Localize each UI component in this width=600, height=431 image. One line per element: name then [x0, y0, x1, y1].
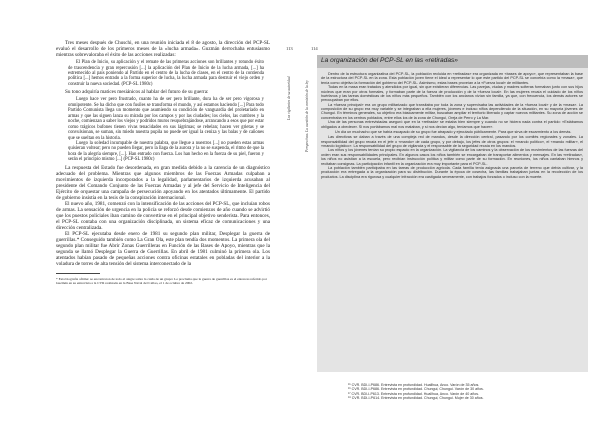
sidebar-box-title: La organización del PCP-SL en las «retiradas» [321, 57, 458, 64]
right-page [300, 0, 600, 431]
quote-paragraph: Luego hace ver pero frustrado, cuanto ha de ser pero brillante, dura ha de ser pero vigorosa y omnipotente. Se ha dicho que con fusiles se transforma el mundo, y así estamos haciendo [...] Para todo Partido Comunista llega un momento que asumiendo su condición de vanguardia del proletariado en armas y que las siguen lanza su mirada por los campos y por las ciudades; los cielos, las cumbres y la noche, comienzan a saber los viejos y podridos muros resquebrajándose, arrancando a esos que por estar como trágicos bufones tienen vivas tenacidades en sus lágrimas; se rebelan; hacen ver grietas y se convulsionan, se suman, sin miedo nuestra pupila no puede ser igual la ceniza y las balas y de cañones que se sueltan en la historia. [68, 97, 264, 141]
block-quote [68, 97, 264, 162]
running-head-right: Perspectivas. La cuestión de la comisión de la ley [305, 80, 309, 152]
box-paragraph: Todas en la masa eran tratados y atendidos por igual, sin que existieran diferencias. Las parejas, viudas y madres solteras formaban junto con sus hijos núcleos que eran por otros formales, y formaban parte de la fuerza de producción y de la «fuerza local». En las mujeres recaía el cuidado de los niños huérfanos y las tareas domésticas de los niños más pequeños. También con los ancianos vivían sin familia, ya que, con frecuencia, los demás actores se preocupaban por ellos. [321, 85, 583, 103]
paragraph: La respuesta del Estado fue desordenada, en gran medida debido a la carencia de un diagnóstico adecuado del problema. Mientras que algunos miembros de las Fuerzas Armadas culpaban a movimientos de izquierda incorporados a la legalidad, parlamentarios de izquierda acusaban al presidente del Comando Conjunto de las Fuerzas Armadas y al jefe del Servicio de Inteligencia del Ejército de orquestar una campaña de persecución apoyando en los atentados últimamente. El partido de gobierno insistía en la tesis de la conspiración internacional. [56, 164, 270, 201]
quote-paragraph: Luego la soledad incumpable de nuestra palabra, que llegue a nuestros [...] no pueden estas armas quisieran voltear; pero no pueden llegar, pero la llaga de la aurora y la no se suspenda, el ritmo de que la hora de la alegría siempre, [...]. Han entrado con fuerza. Los han hecho en la fuerza de su piel, fueron y serán el principio mismo [...] (PCP-SL 1980c) [68, 140, 264, 163]
paragraph: Tres meses después de Chuschi, en una reunión iniciada el 8 de agosto, la dirección del PCP-SL evaluó el desarrollo de los primeros meses de la «lucha armada». Guzmán derrochaba entusiasmo mientras sobrevaloraba el éxito de las acciones realizadas: [56, 40, 270, 59]
box-paragraph: Dentro de la estructura organizativa del PCP-SL, la población recluida en «retiradas» era organizada en «bases de apoyo», que representaban la base de la estructura del PCP-SL en la zona. Esta población joven tiene el ideal a representar lo que este partido del PCP-SL se concebía como la «masa», que tenía como objetivo la formación del gobierno del PCP-SL. Asimismo, estas bases proveían a la «Fuerza local» de militantes. [321, 72, 583, 85]
footnote-text: * Esta biografía afirma: se encontraron de todo el alegre sobre la caída de un grupo: Le proclama que la guerra de guerrillas es el entonces referido por Guzmán en su entrevista a la CVR realizada en la Base Naval del Callao, el 1 de octubre de 2002. [56, 277, 267, 286]
sidebar-box [317, 55, 588, 372]
box-paragraph: Los niños y los jóvenes tenían su propio espacio en la organización. La vigilancia de los caminos y la observación de los movimientos de las fuerzas del orden eran sus responsabilidades principales. En algunos casos los niños también se encargaban de transportar alimentos y mensajes. En las «retiradas», los niños no asistían a la escuela, pero recibían instrucción política y militar como parte de su formación. En reuniones, los niños cantaban himnos y recitaban consignas. La participación infantil en la organización era muy importante para el PCP-SL. [321, 148, 583, 166]
endnotes [348, 383, 588, 400]
note: ¹⁸ CVR. BDI-I-P614. Entrevista en profundidad. Chungui, Chungui. Mujer de 30 años. [348, 395, 484, 400]
footnote-rule [56, 273, 100, 274]
block-quote [68, 60, 264, 87]
box-quote-paragraph: Un día un muchacho que se había escapado de su grupo fue atrapado y ejecutado públicamente. Para que sirva de escarmiento a los demás. [335, 129, 572, 134]
paragraph: Su tono adquiría matices mesiánicos al hablar del futuro de su guerra: [65, 89, 209, 96]
left-page-body [56, 40, 270, 285]
box-paragraph: Una de las personas entrevistadas aseguró que en la «retirada» se estaba bien siempre y cuando no se hiciera nada contra el partido: «Estábamos obligados a obedecer. Si nos portábamos mal nos mataban, y si nos decían algo, teníamos que hacer». [321, 120, 583, 129]
note: ¹⁷ CVR. BDI-I-P613. Entrevista en profundidad. Huallhua, Anco. Varón de 40 años. [348, 391, 480, 396]
sidebar-box-body [321, 72, 583, 179]
quote-paragraph: El Plan de Inicio, su aplicación y el remate de las primeras acciones son brillantes y rotundo éxito de trascendencia y gran repercusión [...] la aplicación del Plan de Inicio de la lucha armada, [...] ha estremecido al país poniendo al Partido en el centro de la lucha de clases, en el centro de la contienda política [...] hemos entrado a la forma superior de lucha, la lucha armada para destruir el viejo orden y construir la nueva sociedad. (PCP-SL 1980c) [68, 60, 264, 87]
running-head-left: Los vigilantes de su autoridad [287, 76, 291, 120]
page-number-right: 114 [311, 46, 318, 51]
paragraph: El PCP-SL ejecutaba desde enero de 1981 su segundo plan militar, Desplegar la guerra de guerrillas.* Conseguido también como La Gran Ola, este plan tendía dos momentos. La primera ola del segundo plan militar fue Abrir Zonas Guerrilleras en Función de las Bases de Apoyo, mientras que la segunda se llamó Desplegar la Guerra de Guerrillas. En abril de 1981 culminó la primera ola. Los atentados habían pasado de pequeñas acciones contra oficinas estatales en pobladas del interior a la voladura de torres de alta tensión del sistema interconectado de la [56, 230, 270, 268]
box-paragraph: Las directivas se daban a través de una compleja red de mandos, desde la dirección central, pasando por los comités regionales y zonales. La responsabilidad del grupo recaía en el jefe o «mando» de cada grupo, y por debajo, los jefes de otros grupos: el «mando político», el «mando militar», el «mando logístico». La responsabilidad del grupo de vigilancia y el responsable de la seguridad recaía en los mandos. [321, 135, 583, 148]
box-paragraph: La población también participaba en las tareas de producción agrícola. Cada familia tenía asignada una parcela de terreno que debía cultivar, y la producción era entregada a la organización para su distribución. Durante la época de cosecha, las familias trabajaban juntas en la recolección de los productos. La disciplina era rigurosa y cualquier infracción era castigada severamente, con trabajos forzados o incluso con la muerte. [321, 165, 583, 179]
sidebar-box-header [317, 55, 588, 68]
note: ¹⁶ CVR. BDI-I-P686. Entrevista en profundidad. Chungui, Chungui. Varón de 30 años. [348, 387, 484, 392]
footnote [56, 277, 270, 285]
note: ¹⁵ CVR. BDI-I-P686. Entrevista en profundidad. Huallhua, Anco. Varón de 35 años. [348, 383, 480, 387]
paragraph: El nuevo año, 1981, comenzó con la intensificación de las acciones del PCP-SL, que incluían robos de armas. La sensación de urgencia en la policía se reforzó desde comienzos de año cuando se advirtió que los puestos policiales iban camino de convertirse en el principal objetivo senderista. Para entonces, el PCP-SL contaba con una organización disciplinada, un sistema eficaz de comunicaciones y una dirección centralizada. [56, 200, 270, 231]
page-number-left: 113 [286, 46, 293, 51]
box-paragraph: La «fuerza principal» era un grupo militarizado que transitaba por toda la zona y supervisaba las actividades de la «fuerza local» y de la «masa». La composición de su grupo era muy variable y se integraban a ella mujeres, jóvenes e incluso niños dependiendo de la situación, en su mayoría jóvenes de Chungui. En términos generales, su objetivo era básicamente militar, buscaban ampliar el territorio liberado y captar nuevos militantes. Su zona de acción se concentraba en los centros poblados, entre ellos los de la zona de Chungui, Oreja de Perro y La Mar. [321, 102, 583, 120]
box-quote [329, 130, 577, 134]
